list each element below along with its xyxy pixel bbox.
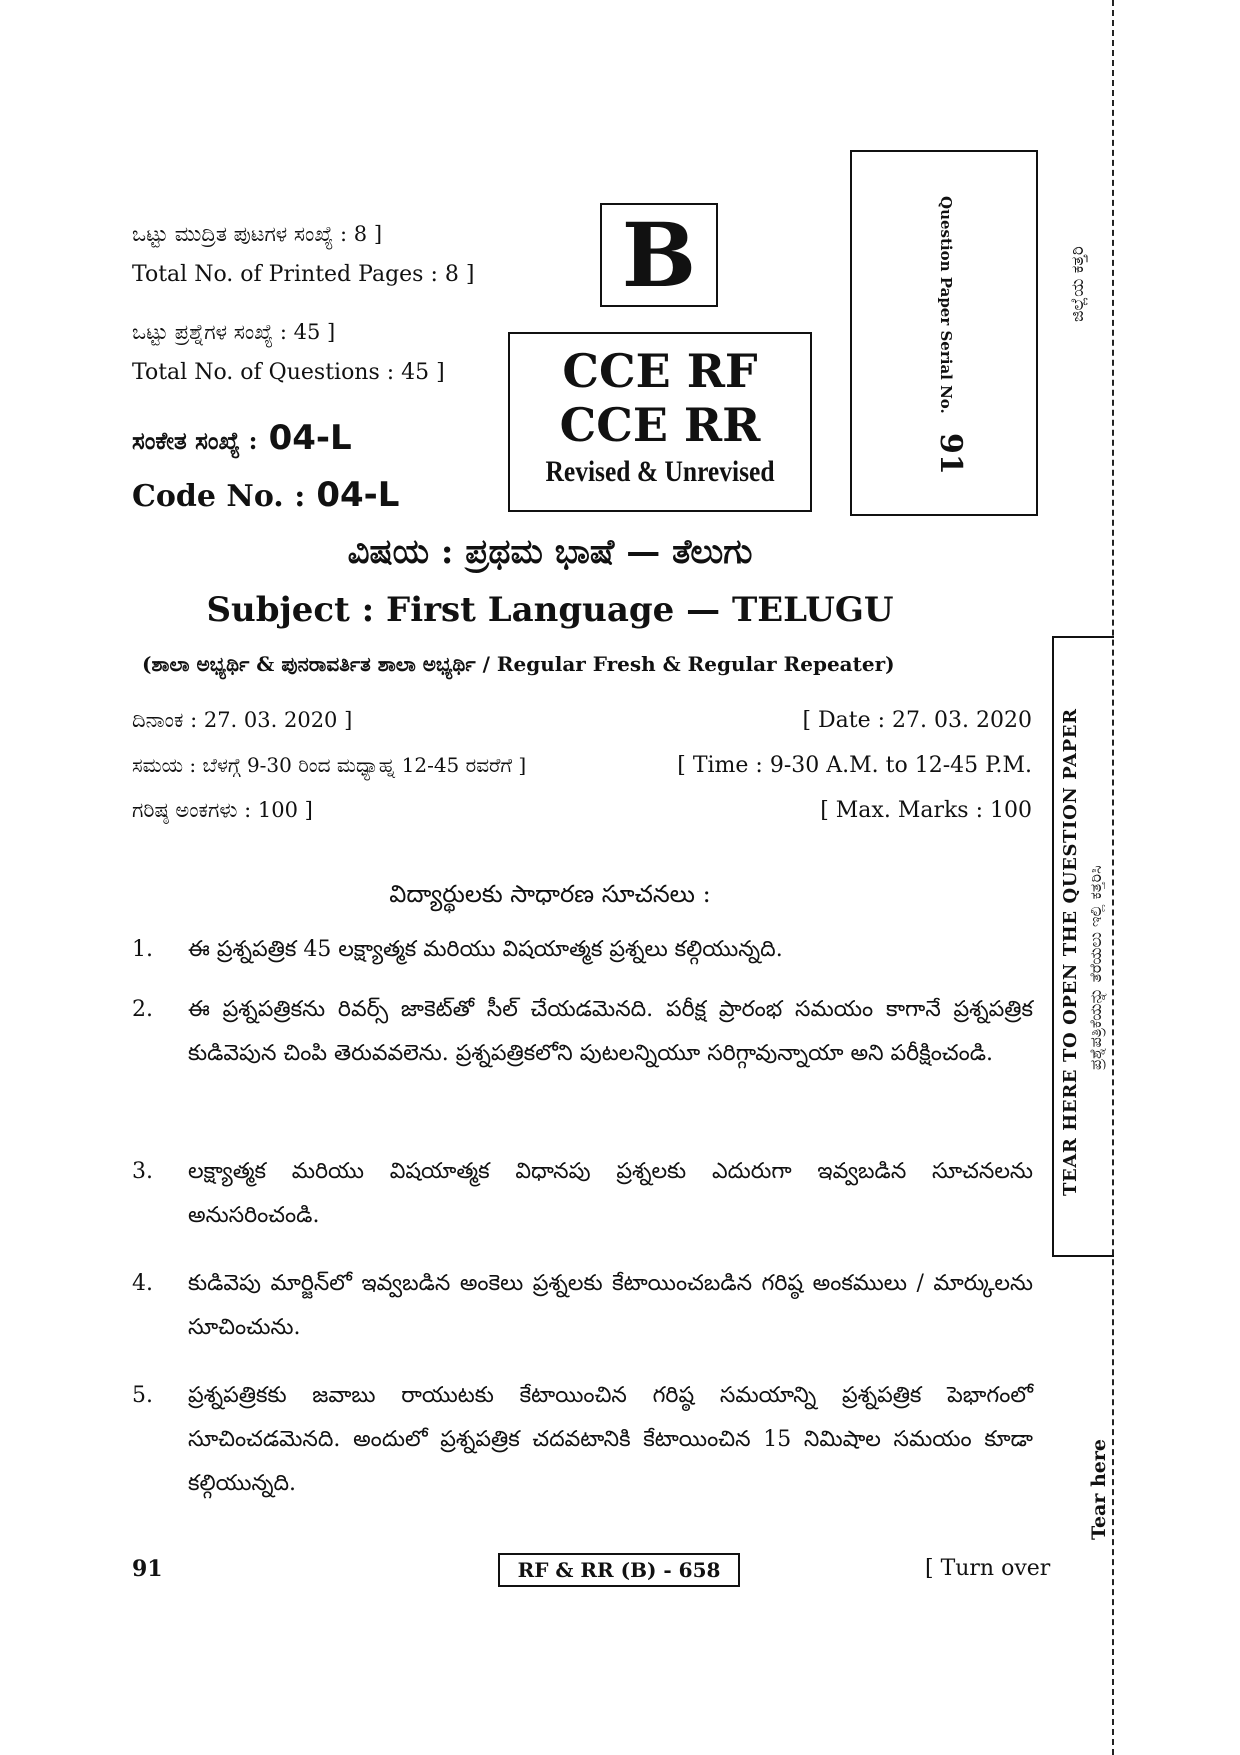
candidate-type-english: / Regular Fresh & Regular Repeater) [482,652,895,676]
footer-code-box [498,1553,740,1587]
version-letter-box [600,203,718,307]
total-questions-english: Total No. of Questions : 45 ] [132,360,445,385]
code-number-kannada [132,418,352,458]
footer-turn-over: [ Turn over [925,1556,1051,1581]
instruction-text: లక్ష్యాత్మక మరియు విషయాత్మక విధానపు ప్రశ్నలకు ఎదురుగా ఇవ్వబడిన సూచనలను అనుసరించండి. [188,1159,1033,1228]
footer-code: RF & RR (B) - 658 [517,1558,721,1582]
instruction-number: 2. [132,997,153,1022]
instructions-heading: విద్యార్థులకు సాధారణ సూచనలు : [389,880,711,908]
instruction-number: 3. [132,1159,153,1184]
code-number-english [132,475,399,515]
serial-number-value: 91 [933,433,968,475]
exam-type-line1: CCE RF [562,344,758,398]
time-english: [ Time : 9-30 A.M. to 12-45 P.M. [677,753,1032,778]
side-kannada-top: ಜಿಲ್ಲೆಯ ಕತ್ತರಿ [1068,246,1088,322]
subject-kannada: ವಿಷಯ : ಪ್ರಥಮ ಭಾಷೆ — ತೆಲುಗು [347,532,753,572]
instruction-text: ఈ ప్రశ్నపత్రికను రివర్స్ జాకెట్‌తో సీల్ చేయడమెనది. పరీక్ష ప్రారంభ సమయం కాగానే ప్రశ్నపత్రిక కుడివెపున చింపి తెరువవలెను. ప్రశ్నపత్రికలోని పుటలన్నియూ సరిగ్గావున్నాయా అని పరీక్షించండి. [188,997,1033,1066]
date-kannada: ದಿನಾಂಕ : 27. 03. 2020 ] [132,708,353,732]
instruction-text: ప్రశ్నపత్రికకు జవాబు రాయుటకు కేటాయించిన గరిష్ఠ సమయాన్ని ప్రశ్నపత్రిక పెభాగంలో సూచించడమెనది. అందులో ప్రశ్నపత్రిక చదవటానికి కేటాయించిన 15 నిమిషాల సమయం కూడా కల్గియున్నది. [188,1383,1033,1496]
exam-type-line2: CCE RR [559,398,761,452]
code-label-english: Code No. : [132,479,306,514]
tear-here-label: Tear here [1088,1439,1110,1540]
instruction-number: 4. [132,1271,153,1296]
instruction-text: ఈ ప్రశ్నపత్రిక 45 లక్ష్యాత్మక మరియు విషయాత్మక ప్రశ్నలు కల్గియున్నది. [188,937,783,962]
serial-number-box [850,150,1038,516]
total-questions-kannada: ಒಟ್ಟು ಪ್ರಶ್ನೆಗಳ ಸಂಖ್ಯೆ : 45 ] [132,320,336,344]
instruction-text: కుడివెపు మార్జిన్‌లో ఇవ్వబడిన అంకెలు ప్రశ్నలకు కేటాయించబడిన గరిష్ఠ అంకములు / మార్కులను సూచించును. [188,1271,1033,1340]
max-marks-kannada: ಗರಿಷ್ಠ ಅಂಕಗಳು : 100 ] [132,798,313,822]
serial-number-label: Question Paper Serial No. [937,196,955,414]
code-label-kannada: ಸಂಕೇತ ಸಂಖ್ಯೆ : [132,426,258,455]
exam-type-line3: Revised & Unrevised [545,455,775,488]
version-letter: B [621,203,697,307]
serial-number-text [933,196,968,475]
subject-english: Subject : First Language — TELUGU [206,590,894,630]
candidate-type-kannada: (ಶಾಲಾ ಅಭ್ಯರ್ಥಿ & ಪುನರಾವರ್ತಿತ ಶಾಲಾ ಅಭ್ಯರ್ಥಿ [142,652,476,676]
max-marks-english: [ Max. Marks : 100 [820,798,1032,823]
instruction-number: 1. [132,937,153,962]
tear-open-label: TEAR HERE TO OPEN THE QUESTION PAPER [1060,708,1081,1196]
tear-open-kannada: ಪ್ರಶ್ನೆಪತ್ರಿಕೆಯನ್ನು ತೆರೆಯಲು ಇಲ್ಲಿ ಕತ್ತರಿಸಿ [1086,865,1105,1070]
footer-page-serial: 91 [132,1556,163,1582]
printed-pages-english: Total No. of Printed Pages : 8 ] [132,262,475,287]
candidate-type [142,652,895,676]
exam-type-box [508,332,812,512]
printed-pages-kannada: ಒಟ್ಟು ಮುದ್ರಿತ ಪುಟಗಳ ಸಂಖ್ಯೆ : 8 ] [132,222,383,246]
code-value-kannada: 04-L [268,418,352,458]
time-kannada: ಸಮಯ : ಬೆಳಗ್ಗೆ 9-30 ರಿಂದ ಮಧ್ಯಾಹ್ನ 12-45 ರವರೆಗೆ ] [132,753,527,777]
date-english: [ Date : 27. 03. 2020 [802,708,1032,733]
instruction-number: 5. [132,1383,153,1408]
code-value-english: 04-L [316,475,400,515]
